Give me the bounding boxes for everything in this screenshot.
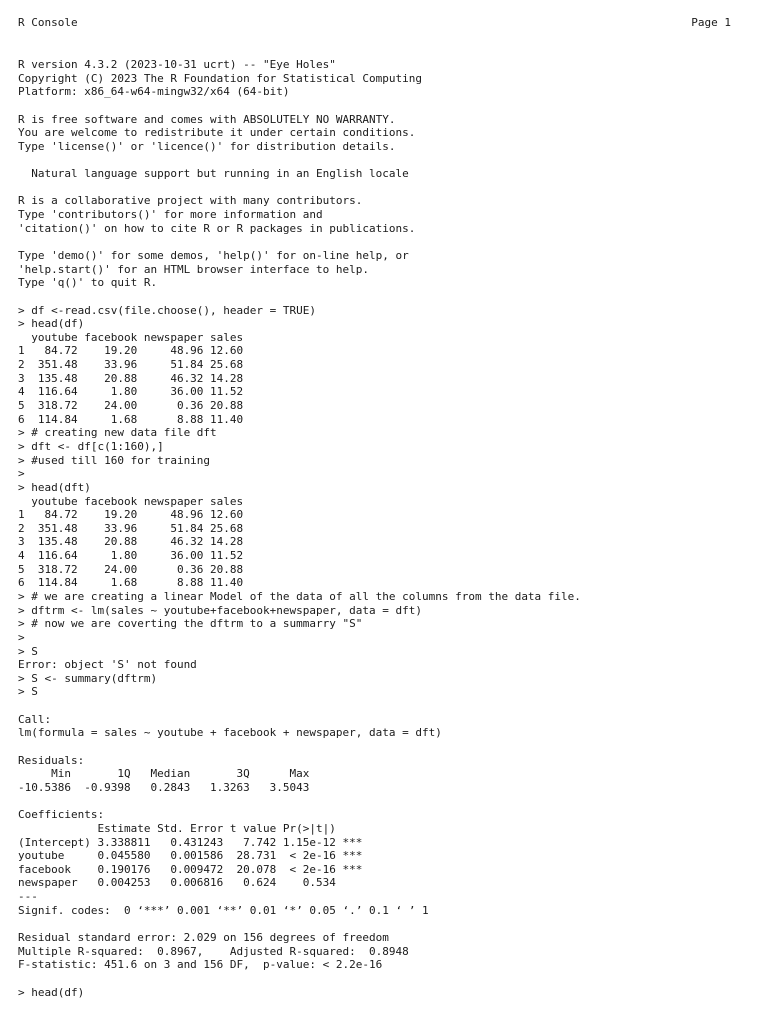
console-line <box>18 740 758 754</box>
console-line: F-statistic: 451.6 on 3 and 156 DF, p-value: < 2.2e-16 <box>18 958 383 972</box>
console-line: facebook 0.190176 0.009472 20.078 < 2e-16 *** <box>18 862 363 876</box>
console-line <box>18 972 758 986</box>
page-header-title: R Console <box>18 16 78 29</box>
console-line: 3 135.48 20.88 46.32 14.28 <box>18 535 244 549</box>
console-line: -10.5386 -0.9398 0.2843 1.3263 3.5043 <box>18 780 317 794</box>
console-line <box>18 795 758 809</box>
console-line: newspaper 0.004253 0.006816 0.624 0.534 <box>18 876 363 890</box>
console-line: Min 1Q Median 3Q Max <box>18 767 317 781</box>
console-line: 3 135.48 20.88 46.32 14.28 <box>18 371 244 385</box>
console-line: > head(df) <box>18 317 85 331</box>
console-line: 5 318.72 24.00 0.36 20.88 <box>18 399 244 413</box>
console-line: > S <box>18 644 38 658</box>
console-line: 'citation()' on how to cite R or R packages in publications. <box>18 221 416 235</box>
console-line: Type 'demo()' for some demos, 'help()' for on-line help, or <box>18 248 409 262</box>
console-line: > # creating new data file dft <box>18 426 217 440</box>
console-line: Error: object 'S' not found <box>18 658 197 672</box>
console-line: Natural language support but running in an English locale <box>18 167 409 181</box>
console-line: > S <- summary(dftrm) <box>18 671 158 685</box>
console-line <box>18 99 758 113</box>
console-line: > dftrm <- lm(sales ~ youtube+facebook+newspaper, data = dft) <box>18 603 422 617</box>
console-line: > dft <- df[c(1:160),] <box>18 439 164 453</box>
console-line: 4 116.64 1.80 36.00 11.52 <box>18 385 244 399</box>
console-line <box>18 181 758 195</box>
console-line: Type 'contributors()' for more information and <box>18 208 323 222</box>
console-line: 1 84.72 19.20 48.96 12.60 <box>18 508 244 522</box>
console-line: > head(df) <box>18 985 85 999</box>
console-line <box>18 290 758 304</box>
console-line <box>18 699 758 713</box>
console-line: Type 'q()' to quit R. <box>18 276 158 290</box>
console-line: Multiple R-squared: 0.8967, Adjusted R-squared: 0.8948 <box>18 944 416 958</box>
console-line: Residuals: <box>18 753 85 767</box>
console-line: R version 4.3.2 (2023-10-31 ucrt) -- "Eye Holes" <box>18 58 336 71</box>
console-line: R is free software and comes with ABSOLUTELY NO WARRANTY. <box>18 112 396 126</box>
console-line: > # now we are coverting the dftrm to a summarry "S" <box>18 617 363 631</box>
console-line: 6 114.84 1.68 8.88 11.40 <box>18 576 244 590</box>
console-line: 1 84.72 19.20 48.96 12.60 <box>18 344 244 358</box>
console-line: Type 'license()' or 'licence()' for distribution details. <box>18 139 396 153</box>
console-line: youtube facebook newspaper sales <box>18 494 244 508</box>
console-line: Residual standard error: 2.029 on 156 degrees of freedom <box>18 931 389 944</box>
console-line: Signif. codes: 0 ‘***’ 0.001 ‘**’ 0.01 ‘*’ 0.05 ‘.’ 0.1 ‘ ’ 1 <box>18 903 429 917</box>
console-line: > #used till 160 for training <box>18 453 211 467</box>
console-line: > <box>18 467 25 481</box>
console-line: > S <box>18 685 38 699</box>
console-line: > <box>18 630 25 644</box>
console-line: Call: <box>18 712 52 726</box>
console-line: 2 351.48 33.96 51.84 25.68 <box>18 358 244 372</box>
console-line: R is a collaborative project with many contributors. <box>18 194 363 208</box>
console-line <box>18 235 758 249</box>
console-output <box>18 58 758 999</box>
console-line: 6 114.84 1.68 8.88 11.40 <box>18 412 244 426</box>
console-line: 4 116.64 1.80 36.00 11.52 <box>18 549 244 563</box>
console-line <box>18 917 758 931</box>
console-line: lm(formula = sales ~ youtube + facebook + newspaper, data = dft) <box>18 726 442 740</box>
console-line: youtube facebook newspaper sales <box>18 330 244 344</box>
console-line: --- <box>18 890 38 904</box>
console-line <box>18 153 758 167</box>
console-line: > df <-read.csv(file.choose(), header = TRUE) <box>18 303 317 317</box>
console-line: Platform: x86_64-w64-mingw32/x64 (64-bit) <box>18 85 290 99</box>
console-line: You are welcome to redistribute it under certain conditions. <box>18 126 416 140</box>
console-line: > head(dft) <box>18 480 91 494</box>
console-line: 5 318.72 24.00 0.36 20.88 <box>18 562 244 576</box>
console-line: Copyright (C) 2023 The R Foundation for Statistical Computing <box>18 71 422 85</box>
console-line: Coefficients: <box>18 808 105 822</box>
page-number: Page 1 <box>691 16 731 29</box>
console-line: 2 351.48 33.96 51.84 25.68 <box>18 521 244 535</box>
console-line: youtube 0.045580 0.001586 28.731 < 2e-16 *** <box>18 849 363 863</box>
console-line: (Intercept) 3.338811 0.431243 7.742 1.15e-12 *** <box>18 835 363 849</box>
console-line: > # we are creating a linear Model of the data of all the columns from the data file. <box>18 589 581 603</box>
console-line: Estimate Std. Error t value Pr(>|t|) <box>18 821 363 835</box>
console-line: 'help.start()' for an HTML browser interface to help. <box>18 262 369 276</box>
